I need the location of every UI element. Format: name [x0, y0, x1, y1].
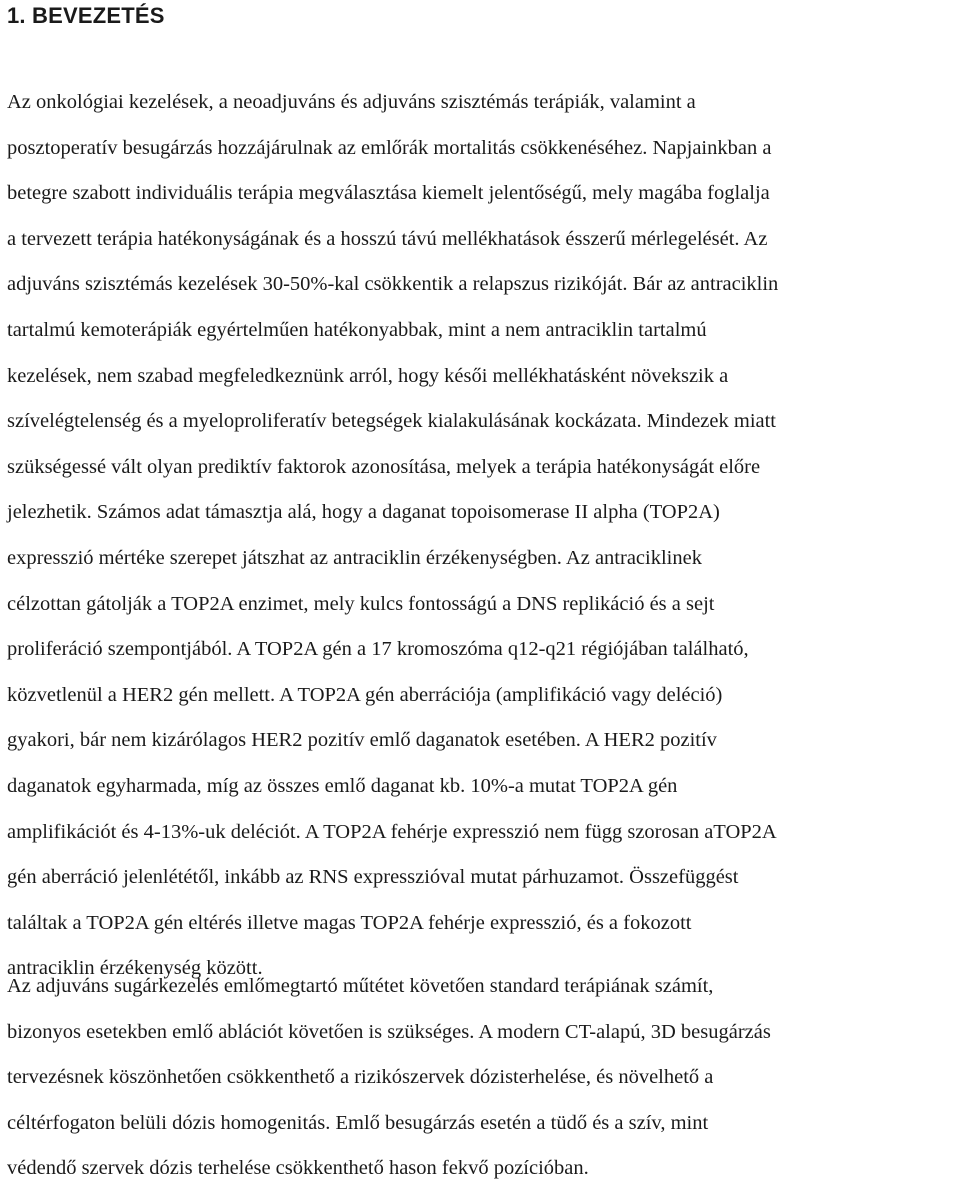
text-line: tartalmú kemoterápiák egyértelműen hatékonyabbak, mint a nem antraciklin tartalmú	[7, 318, 707, 341]
text-line: szívelégtelenség és a myeloproliferatív betegségek kialakulásának kockázata. Mindezek miatt	[7, 410, 777, 433]
text-line: gyakori, bár nem kizárólagos HER2 pozitív emlő daganatok esetében. A HER2 pozitív	[7, 729, 717, 752]
text-line: céltérfogaton belüli dózis homogenitás. Emlő besugárzás esetén a tüdő és a szív, mint	[7, 1111, 709, 1134]
text-line: jelezhetik. Számos adat támasztja alá, hogy a daganat topoisomerase II alpha (TOP2A)	[7, 501, 720, 524]
text-line: betegre szabott individuális terápia megválasztása kiemelt jelentőségű, mely magába foglalja	[7, 182, 770, 205]
text-line: adjuváns szisztémás kezelések 30-50%-kal csökkentik a relapszus rizikóját. Bár az antraciklin	[7, 273, 779, 296]
text-line: gén aberráció jelenlététől, inkább az RNS expresszióval mutat párhuzamot. Összefüggést	[7, 866, 739, 889]
text-line: tervezésnek köszönhetően csökkenthető a rizikószervek dózisterhelése, és növelhető a	[7, 1066, 714, 1089]
text-line: posztoperatív besugárzás hozzájárulnak az emlőrák mortalitás csökkenéséhez. Napjainkban a	[7, 136, 772, 159]
text-line: amplifikációt és 4-13%-uk deléciót. A TOP2A fehérje expresszió nem függ szorosan aTOP2A	[7, 820, 777, 843]
text-line: Az onkológiai kezelések, a neoadjuváns és adjuváns szisztémás terápiák, valamint a	[7, 91, 696, 113]
paragraph-radiotherapy	[7, 964, 959, 1192]
text-line: célzottan gátolják a TOP2A enzimet, mely kulcs fontosságú a DNS replikáció és a sejt	[7, 592, 715, 615]
paragraph-introduction	[7, 80, 959, 992]
section-heading: 1. BEVEZETÉS	[7, 3, 165, 28]
text-line: szükségessé vált olyan prediktív faktorok azonosítása, melyek a terápia hatékonyságát előre	[7, 455, 761, 478]
text-line: proliferáció szempontjából. A TOP2A gén a 17 kromoszóma q12-q21 régiójában található,	[7, 638, 749, 661]
text-line: kezelések, nem szabad megfeledkeznünk arról, hogy késői mellékhatásként növekszik a	[7, 364, 729, 387]
text-line: antraciklin érzékenység között.	[7, 957, 263, 980]
text-line: expresszió mértéke szerepet játszhat az antraciklin érzékenységben. Az antraciklinek	[7, 546, 702, 569]
text-line: daganatok egyharmada, míg az összes emlő daganat kb. 10%-a mutat TOP2A gén	[7, 774, 678, 797]
text-line: védendő szervek dózis terhelése csökkenthető hason fekvő pozícióban.	[7, 1157, 589, 1180]
text-line: bizonyos esetekben emlő ablációt követően is szükséges. A modern CT-alapú, 3D besugárzás	[7, 1020, 771, 1043]
text-line: a tervezett terápia hatékonyságának és a hosszú távú mellékhatások ésszerű mérlegelését. Az	[7, 227, 768, 250]
text-line: Az adjuváns sugárkezelés emlőmegtartó műtétet követően standard terápiának számít,	[7, 975, 714, 997]
text-line: találtak a TOP2A gén eltérés illetve magas TOP2A fehérje expresszió, és a fokozott	[7, 911, 692, 934]
text-line: közvetlenül a HER2 gén mellett. A TOP2A gén aberrációja (amplifikáció vagy deléció)	[7, 683, 723, 706]
